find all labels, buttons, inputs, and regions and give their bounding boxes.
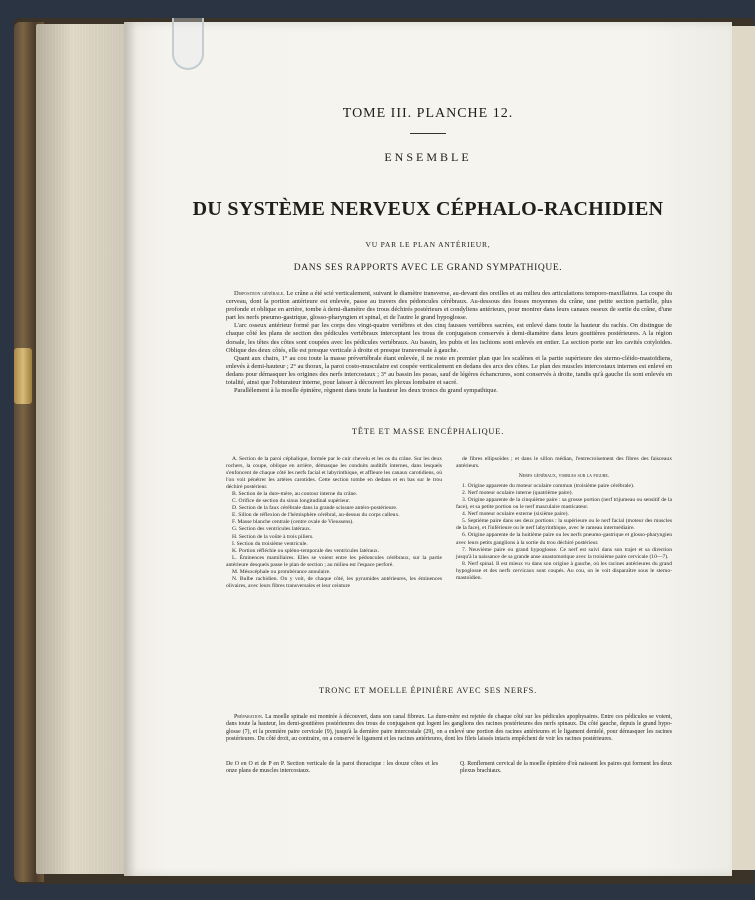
list-item: F. Masse blanche centrale (centre ovale de Vieussens). xyxy=(232,519,354,526)
list-item: 7. Neuvième paire ou grand hypoglosse. Ce nerf est suivi dans son trajet et sa direction jusqu'à la naissance de sa grande anse anastomotique avec la troisième paire cervicale (10—7). xyxy=(456,546,672,560)
subtitle-rapports: DANS SES RAPPORTS AVEC LE GRAND SYMPATHIQUE. xyxy=(293,263,563,273)
main-title: DU SYSTÈME NERVEUX CÉPHALO-RACHIDIEN xyxy=(192,198,664,220)
intro-paragraph-1 xyxy=(226,290,672,322)
list-item: N. Bulbe rachidien. On y voit, de chaque côté, les pyramides antérieures, les éminences olivaires, avec leurs fibres transversales et leur ceinture xyxy=(226,575,442,589)
intro-paragraph-3: Quant aux chairs, 1° au cou toute la masse prévertébrale étant enlevée, il ne reste en premier plan que les scalènes et la partie supérieure des sterno-cléido-mastoïdiens, enlevés à demi-hauteur ; 2° au thorax, la paroi costo-musculaire est coupée verticalement en dedans des arcs des côtes. Le plan des muscles intercostaux internes est enlevé en dedans pour démasquer les origines des nerfs intercostaux ; 3° au bassin les psoas, sauf de légères échancrures, sont conservés à droite, tandis qu'à gauche ils sont enlevés en totalité, ainsi que l'obturateur interne, pour laisser à découvert les plexus lombaire et sacré. xyxy=(226,354,673,387)
right-column-continuation: de fibres ellipsoïdes ; et dans le sillon médian, l'entrecroisement des fibres des faisceaux antérieurs. xyxy=(456,456,672,470)
list-item: 2. Nerf moteur oculaire interne (quatrième paire). xyxy=(462,490,573,497)
list-item: 1. Origine apparente du moteur oculaire commun (troisième paire cérébrale). xyxy=(462,483,635,490)
list-item: L. Éminences mamillaires. Elles se voient entre les pédoncules cérébraux, sur la partie antérieure desquels passe le plan de section ; au milieu est l'espace perforé. xyxy=(226,554,442,568)
nerfs-heading: Nerfs généraux, visibles sur la figure. xyxy=(518,473,610,480)
bottom-right-text: Q. Renflement cervical de la moelle épinière d'où naissent les paires qui forment les deux plexus brachiaux. xyxy=(460,761,672,775)
intro-text xyxy=(226,290,672,395)
subtitle-vu: VU PAR LE PLAN ANTÉRIEUR, xyxy=(365,240,491,249)
spine-clip xyxy=(14,348,32,404)
bottom-left-text: De O en O et de P en P. Section verticale de la paroi thoracique : les douze côtes et les onze plans de muscles intercostaux. xyxy=(226,761,438,775)
list-item: 8. Nerf spinal. Il est mieux vu dans son origine à gauche, où les racines antérieures du grand hypoglosse et des nerfs cervicaux sont coupés. Au cou, on le voit disparaître sous le sterno-mastoïdien. xyxy=(456,560,672,581)
list-item: M. Mésocéphale ou protubérance annulaire. xyxy=(232,568,331,575)
intro-label: Disposition générale. xyxy=(234,290,285,297)
list-item: 5. Septième paire dans ses deux portions : la supérieure ou le nerf facial (moteur des muscles de la face), et l'inférieure ou le nerf labyrinthique, avec le rameau intermédiaire. xyxy=(456,518,672,532)
list-item: A. Section de la paroi céphalique, formée par le cuir chevelu et les os du crâne. Sur les deux rochers, la coupe, oblique en arrière, démasque les conduits auditifs internes, dans lesquels s'enfoncent de chaque côté les nerfs facial et labyrinthique, et affleure les canaux carotidiens, où l'on voit pénétrer les artères carotides. Cette section tombe en dedans et en bas sur le trou déchiré postérieur. xyxy=(226,456,442,491)
list-item: C. Orifice de section du sinus longitudinal supérieur. xyxy=(232,498,350,505)
right-column xyxy=(456,456,672,582)
intro-paragraph-4: Parallèlement à la moelle épinière, règnent dans toute la hauteur les deux troncs du grand sympathique. xyxy=(234,387,498,395)
section-heading-tronc: TRONC ET MOELLE ÉPINIÈRE AVEC SES NERFS. xyxy=(318,686,538,695)
preparation-text: La moelle spinale est montrée à découvert, dans son canal fibreux. La dure-mère est rejetée de chaque côté sur les pédicules apophysaires. Entre ces pédicules se voient, dans toute la hauteur, les demi-gouttières postérieures des trous de conjugaison qui logent les ganglions des racines postérieures des nerfs spinaux. Du côté gauche, depuis le grand hypo-glosse (7), et la première paire cervicale (9), jusqu'à la dernière paire intercostale (29), on a enlevé une portion des racines antérieures et le ligament dentelé, pour démasquer les racines postérieures. Du côté droit, au contraire, on a conservé le ligament et les racines antérieures, dont les filets laissés intacts empêchent de voir les racines postérieures. xyxy=(226,714,672,743)
list-item: 3. Origine apparente de la cinquième paire : sa grosse portion (nerf trijumeau ou sensitif de la face), et sa petite portion ou le nerf masculaire masticateur. xyxy=(456,497,672,511)
list-item: I. Section du troisième ventricule. xyxy=(232,540,308,547)
list-item: D. Section de la faux cérébrale dans la grande scissure antéro-postérieure. xyxy=(232,505,398,512)
list-item: K. Portion réfléchie ou spléno-temporale des ventricules latéraux. xyxy=(232,547,380,554)
list-item: 6. Origine apparente de la huitième paire ou les nerfs pneumo-gastrique et glosso-pharyngien avec leurs petits ganglions à la sortie du trou déchiré postérieur. xyxy=(456,532,672,546)
list-item: G. Section des ventricules latéraux. xyxy=(232,526,312,533)
preparation-paragraph xyxy=(226,714,672,744)
section-heading-tete: TÊTE ET MASSE ENCÉPHALIQUE. xyxy=(351,427,505,436)
title-rule xyxy=(410,133,446,134)
left-column xyxy=(226,456,442,590)
intro-paragraph-2: L'arc osseux antérieur formé par les corps des vingt-quatre vertèbres et des cinq fausses vertèbres sacrées, est enlevé dans toute la hauteur du rachis. On distingue de chaque côté les plans de section des pédicules vertébraux interceptant les trous de conjugaison conservés à demi-diamètre dans leurs gouttières postérieures. A la région dorsale, les têtes des côtes sont coupées avec les pédicules vertébraux. Au bassin, les pubis et les ischions sont enlevés en entier. La section porte sur les cavités cotyloïdes. Oblique des deux côtés, elle est presque verticale à droite et presque transversale à gauche. xyxy=(226,322,672,354)
plate-title: TOME III. PLANCHE 12. xyxy=(342,106,514,121)
bookmark-ribbon xyxy=(172,18,204,70)
page-edges-right xyxy=(728,26,755,870)
preparation-label: Préparation. xyxy=(234,714,264,720)
intro-p1-text: Le crâne a été scié verticalement, suivant le diamètre transverse, au-devant des oreilles et au milieu des articulations temporo-maxillaires. La coupe du cerveau, dont la portion antérieure est enlevée, passe au travers des pédoncules cérébraux. Au-dessous des fosses moyennes du crâne, une petite section partielle, plus profonde et oblique en arrière, tombe à demi-diamètre des trous déchirés postérieurs et condyliens antérieurs, pour montrer dans leurs canaux osseux de sortie du crâne, d'une part les nerfs pneumo-gastrique, glosso-pharyngien et spinal, et de l'autre le grand hypoglosse. xyxy=(226,290,672,322)
header-ensemble: ENSEMBLE xyxy=(384,150,472,164)
page-edges-left xyxy=(36,24,128,874)
book-page xyxy=(124,22,732,876)
list-item: B. Section de la dure-mère, au contour interne du crâne. xyxy=(232,491,358,498)
list-item: E. Sillon de réflexion de l'hémisphère cérébral, au-dessus du corps calleux. xyxy=(232,512,400,519)
page-content xyxy=(124,22,732,876)
list-item: 4. Nerf moteur oculaire externe (sixième paire). xyxy=(462,511,569,518)
list-item: H. Section de la voûte à trois piliers. xyxy=(232,533,314,540)
